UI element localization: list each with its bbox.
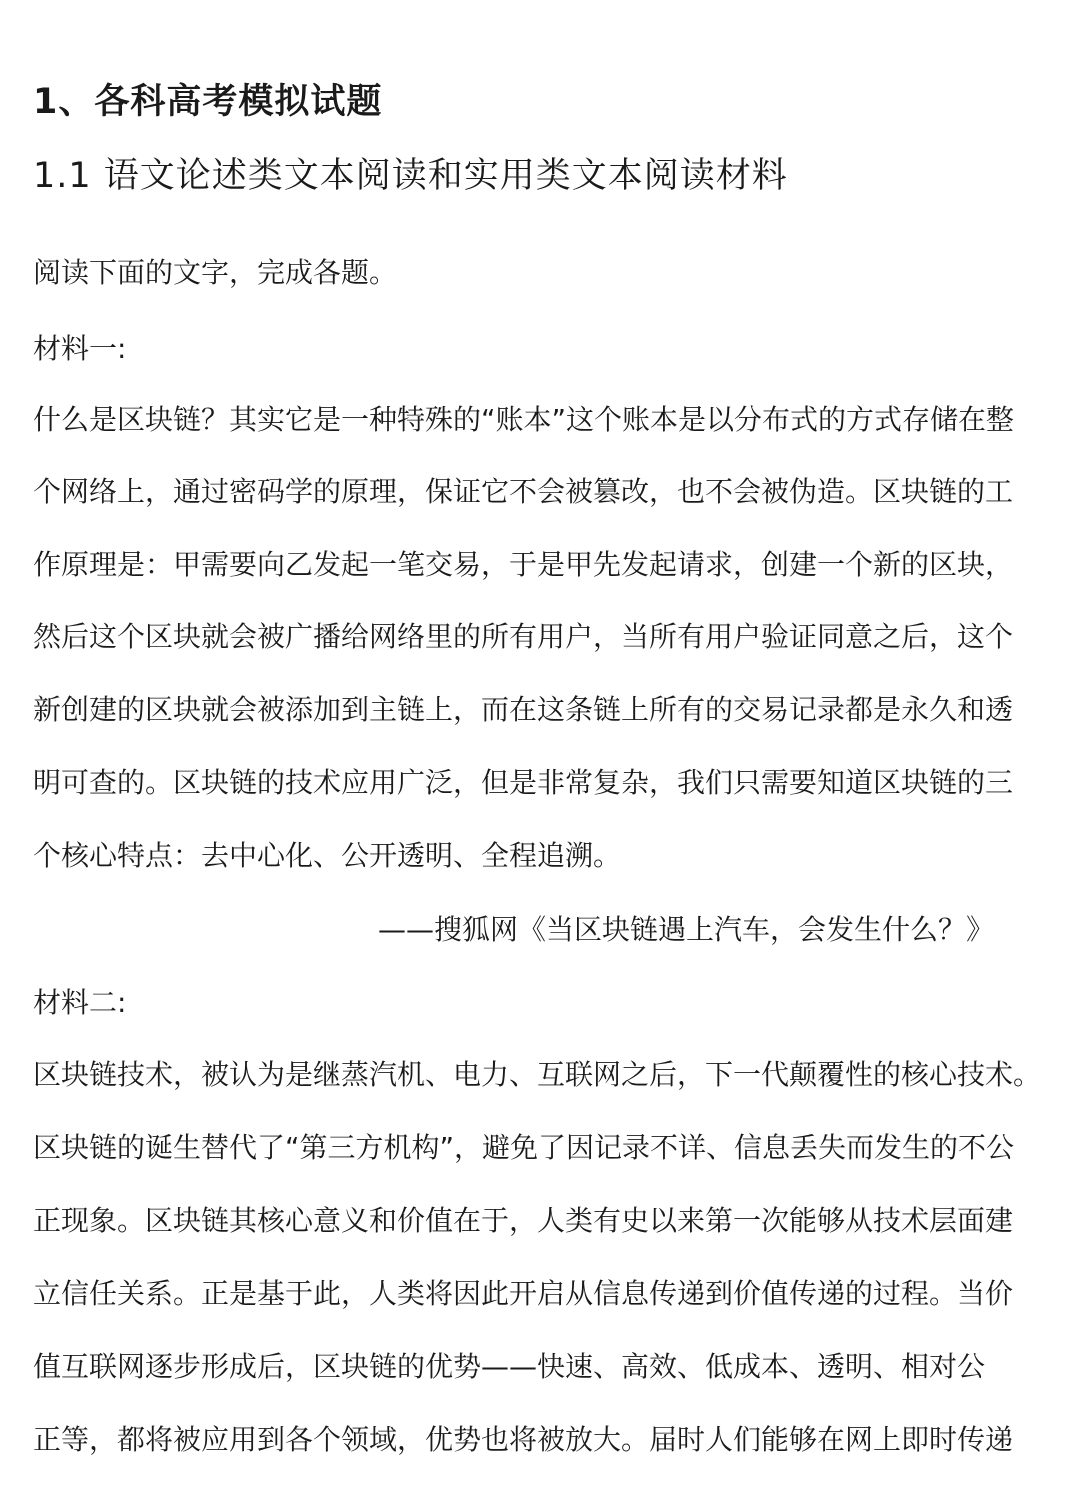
material-one-line: 个网络上，通过密码学的原理，保证它不会被篡改，也不会被伪造。区块链的工 (33, 475, 1014, 508)
material-one-line: 作原理是：甲需要向乙发起一笔交易，于是甲先发起请求，创建一个新的区块， (33, 548, 1014, 581)
material-one-line: 然后这个区块就会被广播给网络里的所有用户，当所有用户验证同意之后，这个 (33, 620, 1014, 653)
material-two-label: 材料二: (33, 986, 127, 1019)
material-two-line: 立信任关系。正是基于此，人类将因此开启从信息传递到价值传递的过程。当价 (33, 1277, 1014, 1310)
material-two-line: 区块链技术，被认为是继蒸汽机、电力、互联网之后，下一代颠覆性的核心技术。 (33, 1058, 1042, 1091)
material-one-line: 什么是区块链？其实它是一种特殊的“账本”这个账本是以分布式的方式存储在整 (33, 403, 1015, 436)
subsection-heading: 1.1 语文论述类文本阅读和实用类文本阅读材料 (33, 156, 788, 196)
instruction-text: 阅读下面的文字，完成各题。 (33, 256, 398, 289)
material-two-line: 正现象。区块链其核心意义和价值在于，人类有史以来第一次能够从技术层面建 (33, 1204, 1014, 1237)
material-one-line: 明可查的。区块链的技术应用广泛，但是非常复杂，我们只需要知道区块链的三 (33, 766, 1014, 799)
section-heading: 1、各科高考模拟试题 (33, 82, 383, 122)
material-one-line: 个核心特点：去中心化、公开透明、全程追溯。 (33, 839, 622, 872)
material-one-label: 材料一: (33, 332, 127, 365)
material-two-line: 正等，都将被应用到各个领域，优势也将被放大。届时人们能够在网上即时传递 (33, 1423, 1014, 1456)
material-two-line: 值互联网逐步形成后，区块链的优势——快速、高效、低成本、透明、相对公 (33, 1350, 986, 1383)
material-two-line: 区块链的诞生替代了“第三方机构”，避免了因记录不详、信息丢失而发生的不公 (33, 1131, 1015, 1164)
material-one-source: ——搜狐网《当区块链遇上汽车，会发生什么？》 (377, 913, 994, 946)
material-one-line: 新创建的区块就会被添加到主链上，而在这条链上所有的交易记录都是永久和透 (33, 693, 1014, 726)
